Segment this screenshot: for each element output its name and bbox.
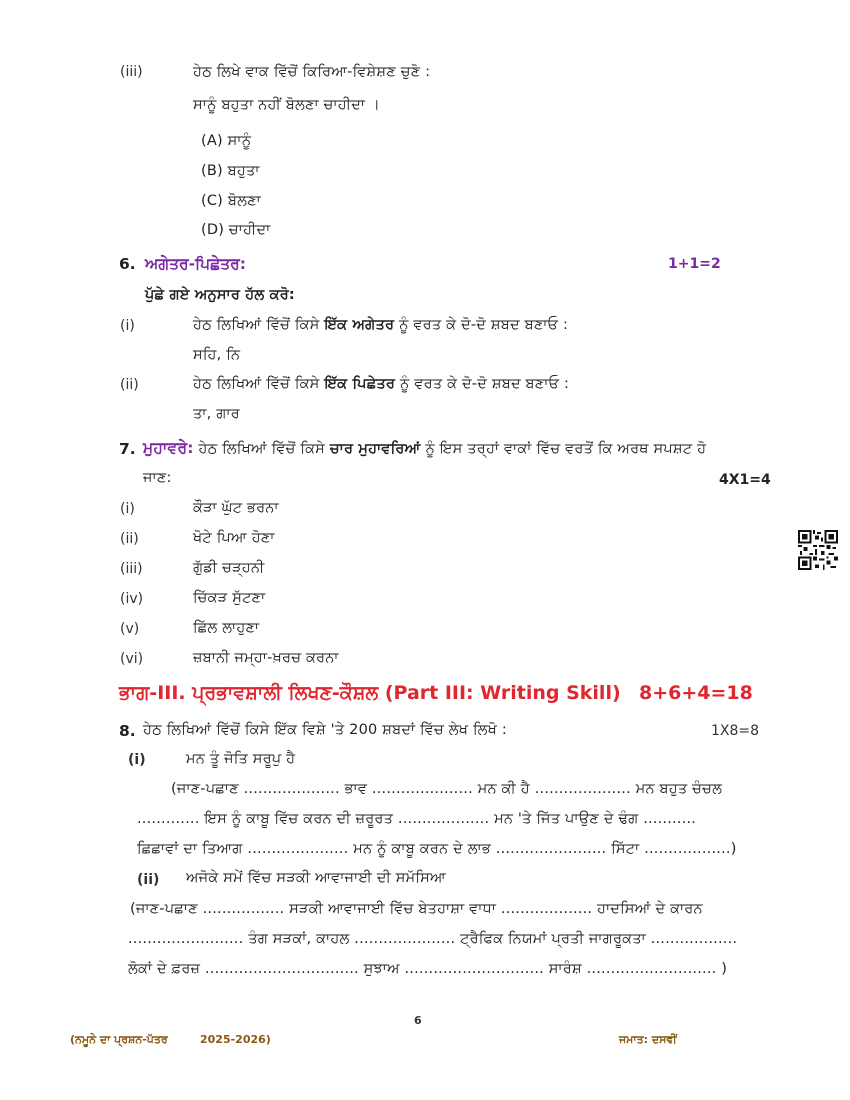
q7-item-text: ਚਿੱਕੜ ਸੁੱਟਣਾ	[193, 590, 266, 606]
q5-iii-instruction: ਹੇਠ ਲਿਖੇ ਵਾਕ ਵਿੱਚੋਂ ਕਿਰਿਆ-ਵਿਸ਼ੇਸ਼ਣ ਚੁਣੋ :	[193, 64, 431, 80]
q8-number: 8.	[119, 722, 136, 740]
qr-code	[798, 530, 838, 570]
q8-essay-i-number: (i)	[128, 752, 146, 768]
q8-essay-ii-outline-line: ........................ ਤੰਗ ਸੜਕਾਂ, ਕਾਹਲ ..................... ਟ੍ਰੈਫਿਕ ਨਿਯਮਾਂ ਪ੍ਰਤੀ ਜਾਗਰੂਕਤਾ ..................	[128, 931, 738, 947]
q8-essay-ii-number: (ii)	[137, 872, 160, 888]
q6-ii-words: ਤਾ, ਗਾਰ	[193, 406, 240, 422]
q7-title: ਮੁਹਾਵਰੇ:	[143, 439, 194, 457]
q7-item-number: (vi)	[120, 651, 144, 667]
q6-i-words: ਸਹਿ, ਨਿ	[193, 347, 241, 363]
q6-i-number: (i)	[120, 318, 135, 334]
q7-item-text: ਛਿੱਲ ਲਾਹੁਣਾ	[193, 620, 260, 636]
q6-marks: 1+1=2	[668, 256, 721, 272]
part3-marks: 8+6+4=18	[639, 682, 753, 704]
q8-marks: 1X8=8	[711, 723, 760, 739]
page-number: 6	[414, 1014, 422, 1027]
q6-title: ਅਗੇਤਰ-ਪਿਛੇਤਰ:	[145, 255, 246, 273]
footer-class: ਜਮਾਤ: ਦਸਵੀਂ	[619, 1033, 677, 1046]
q5-iii-number: (iii)	[120, 64, 143, 80]
q5-option-c: (C) ਬੋਲਣਾ	[201, 193, 261, 209]
q5-iii-sentence: ਸਾਨੂੰ ਬਹੁਤਾ ਨਹੀਂ ਬੋਲਣਾ ਚਾਹੀਦਾ ।	[193, 97, 380, 113]
q7-item-number: (ii)	[120, 531, 139, 547]
q7-item-text: ਕੌੜਾ ਘੁੱਟ ਭਰਨਾ	[193, 500, 279, 516]
q8-essay-ii-outline-line: ਲੋਕਾਂ ਦੇ ਫ਼ਰਜ਼ ................................ ਸੁਝਾਅ ............................. ਸਾਰੰਸ਼ ........................... )	[128, 961, 728, 977]
q7-instruction: ਮੁਹਾਵਰੇ: ਹੇਠ ਲਿਖਿਆਂ ਵਿੱਚੋਂ ਕਿਸੇ ਚਾਰ ਮੁਹਾਵਰਿਆਂ ਨੂੰ ਇਸ ਤਰ੍ਹਾਂ ਵਾਕਾਂ ਵਿੱਚ ਵਰਤੋਂ ਕਿ ਅਰਥ ਸਪਸ਼ਟ ਹੋ	[143, 439, 707, 457]
q6-subtitle: ਪੁੱਛੇ ਗਏ ਅਨੁਸਾਰ ਹੱਲ ਕਰੋ:	[145, 287, 295, 303]
q8-essay-ii-outline-line: (ਜਾਣ-ਪਛਾਣ ................. ਸੜਕੀ ਆਵਾਜਾਈ ਵਿੱਚ ਬੇਤਹਾਸ਼ਾ ਵਾਧਾ ................... ਹਾਦਸਿਆਂ ਦੇ ਕਾਰਨ	[130, 901, 703, 917]
q8-essay-i-outline-line: ............. ਇਸ ਨੂੰ ਕਾਬੂ ਵਿੱਚ ਕਰਨ ਦੀ ਜ਼ਰੂਰਤ ................... ਮਨ 'ਤੇ ਜਿੱਤ ਪਾਉਣ ਦੇ ਢੰਗ ...........	[137, 811, 697, 827]
q8-instruction: ਹੇਠ ਲਿਖਿਆਂ ਵਿੱਚੋਂ ਕਿਸੇ ਇੱਕ ਵਿਸ਼ੇ 'ਤੇ 200 ਸ਼ਬਦਾਂ ਵਿੱਚ ਲੇਖ ਲਿਖੋ :	[143, 722, 507, 738]
q5-option-d: (D) ਚਾਹੀਦਾ	[201, 222, 271, 238]
q8-essay-ii-title: ਅਜੋਕੇ ਸਮੇਂ ਵਿੱਚ ਸੜਕੀ ਆਵਾਜਾਈ ਦੀ ਸਮੱਸਿਆ	[186, 870, 446, 886]
q7-item-text: ਜ਼ਬਾਨੀ ਜਮ੍ਹਾ-ਖ਼ਰਚ ਕਰਨਾ	[193, 650, 339, 666]
q6-ii-number: (ii)	[120, 377, 139, 393]
q7-number: 7.	[119, 440, 136, 458]
q7-item-number: (v)	[120, 621, 140, 637]
q6-number: 6.	[119, 255, 136, 273]
q7-item-number: (i)	[120, 501, 135, 517]
q5-option-b: (B) ਬਹੁਤਾ	[201, 163, 260, 179]
q7-item-text: ਗੁੱਡੀ ਚੜ੍ਹਨੀ	[193, 560, 265, 576]
q7-item-number: (iii)	[120, 561, 143, 577]
q6-i-instruction: ਹੇਠ ਲਿਖਿਆਂ ਵਿੱਚੋਂ ਕਿਸੇ ਇੱਕ ਅਗੇਤਰ ਨੂੰ ਵਰਤ ਕੇ ਦੋ-ਦੋ ਸ਼ਬਦ ਬਣਾਓ :	[193, 317, 569, 333]
q6-ii-instruction: ਹੇਠ ਲਿਖਿਆਂ ਵਿੱਚੋਂ ਕਿਸੇ ਇੱਕ ਪਿਛੇਤਰ ਨੂੰ ਵਰਤ ਕੇ ਦੋ-ਦੋ ਸ਼ਬਦ ਬਣਾਓ :	[193, 376, 570, 392]
q7-instruction-line2: ਜਾਣ:	[143, 470, 172, 486]
q7-item-number: (iv)	[120, 591, 144, 607]
part3-title: ਭਾਗ-III. ਪ੍ਰਭਾਵਸ਼ਾਲੀ ਲਿਖਣ-ਕੌਸ਼ਲ (Part III: Writing Skill)	[119, 682, 621, 704]
q8-essay-i-outline-line: (ਜਾਣ-ਪਛਾਣ .................... ਭਾਵ ..................... ਮਨ ਕੀ ਹੈ .................... ਮਨ ਬਹੁਤ ਚੰਚਲ	[171, 781, 723, 797]
q5-option-a: (A) ਸਾਨੂੰ	[201, 133, 252, 149]
q8-essay-i-title: ਮਨ ਤੂੰ ਜੋਤਿ ਸਰੂਪੁ ਹੈ	[186, 751, 296, 767]
q8-essay-i-outline-line: ਛਿਛਾਵਾਂ ਦਾ ਤਿਆਗ ..................... ਮਨ ਨੂੰ ਕਾਬੂ ਕਰਨ ਦੇ ਲਾਭ ....................... ਸਿੱਟਾ ..................)	[137, 841, 737, 857]
q7-item-text: ਖੋਟੇ ਪਿਆ ਹੋਣਾ	[193, 530, 275, 546]
footer-year: 2025-2026)	[200, 1033, 271, 1046]
q7-marks: 4X1=4	[719, 472, 771, 488]
footer-paper-label: (ਨਮੂਨੇ ਦਾ ਪ੍ਰਸ਼ਨ-ਪੱਤਰ	[70, 1033, 168, 1046]
